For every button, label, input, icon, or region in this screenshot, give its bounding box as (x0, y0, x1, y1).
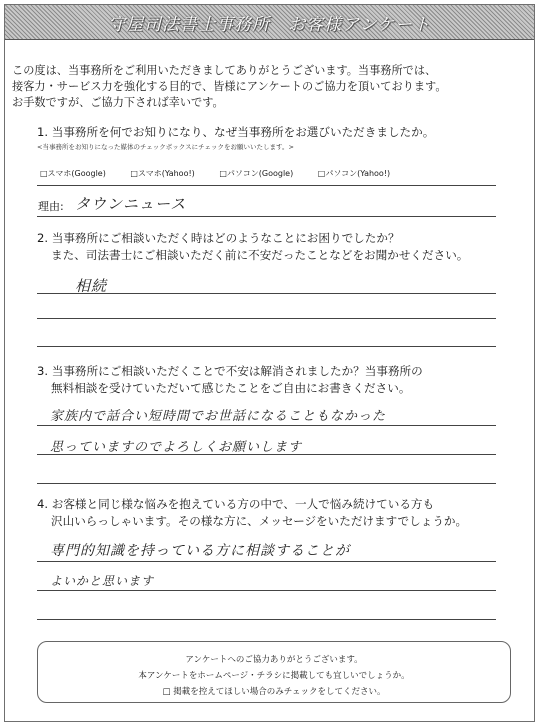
answer-line (37, 483, 496, 484)
q3-question-line2: 無料相談を受けていただいて感じたことをご自由にお書きください。 (51, 381, 411, 395)
q1-question: 1. 当事務所を何でお知りになり、なぜ当事務所をお選びいただきましたか。 (37, 125, 435, 139)
q1-handwritten-answer: タウンニュース (75, 195, 187, 213)
answer-line (37, 590, 496, 591)
option-smartphone-yahoo[interactable]: □スマホ(Yahoo!) (130, 169, 195, 178)
q4-handwritten-answer-line1: 専門的知識を持っている方に相談することが (50, 543, 350, 559)
intro-line: 接客力・サービス力を強化する目的で、皆様にアンケートのご協力を頂いております。 (12, 80, 447, 93)
intro-text (12, 63, 534, 111)
q4-question-line1: 4. お客様と同じ様な悩みを抱えている方の中で、一人で悩み続けている方も (37, 497, 435, 511)
option-pc-yahoo[interactable]: □パソコン(Yahoo!) (317, 169, 391, 178)
q1-note: <当事務所をお知りになった媒体のチェックボックスにチェックをお願いいたします。> (37, 143, 294, 151)
title-banner (5, 5, 534, 40)
footer-thanks: アンケートへのご協力ありがとうございます。 (185, 655, 363, 665)
option-smartphone-google[interactable]: □スマホ(Google) (40, 169, 106, 178)
page-title: 守屋司法書士事務所 お客様アンケート (108, 14, 431, 35)
q3-handwritten-answer-line2: 思っていますのでよろしくお願いします (50, 440, 303, 455)
reason-label: 理由: (38, 200, 64, 213)
q4-handwritten-answer-line2: よいかと思います (50, 574, 155, 588)
q2-question-line2: また、司法書士にご相談いただく前に不安だったことなどをお聞かせください。 (51, 248, 469, 262)
footer-checkbox-label[interactable]: □ 掲載を控えてほしい場合のみチェックをしてください。 (162, 687, 386, 697)
q2-handwritten-answer: 相続 (75, 277, 108, 295)
footer-box (37, 641, 511, 703)
answer-line (37, 293, 496, 294)
answer-line (37, 561, 496, 562)
intro-line: お手数ですが、ご協力下されば幸いです。 (12, 96, 224, 109)
answer-line (37, 346, 496, 347)
intro-line: この度は、当事務所をご利用いただきましてありがとうございます。当事務所では、 (12, 64, 437, 77)
answer-line (37, 619, 496, 620)
q2-question-line1: 2. 当事務所にご相談いただく時はどのようなことにお困りでしたか？ (37, 231, 400, 245)
answer-line (37, 425, 496, 426)
divider-line (37, 185, 496, 186)
q3-handwritten-answer-line1: 家族内で話合い短時間でお世話になることもなかった (50, 409, 387, 424)
q4-question-line2: 沢山いらっしゃいます。その様な方に、メッセージをいただけますでしょうか。 (51, 514, 468, 528)
q1-options (40, 168, 412, 179)
option-pc-google[interactable]: □パソコン(Google) (219, 169, 294, 178)
answer-line (37, 318, 496, 319)
answer-line (37, 216, 496, 217)
footer-question: 本アンケートをホームページ・チラシに掲載しても宜しいでしょうか。 (138, 671, 410, 681)
q3-question-line1: 3. 当事務所にご相談いただくことで不安は解消されましたか？当事務所の (37, 364, 423, 378)
answer-line (37, 454, 496, 455)
